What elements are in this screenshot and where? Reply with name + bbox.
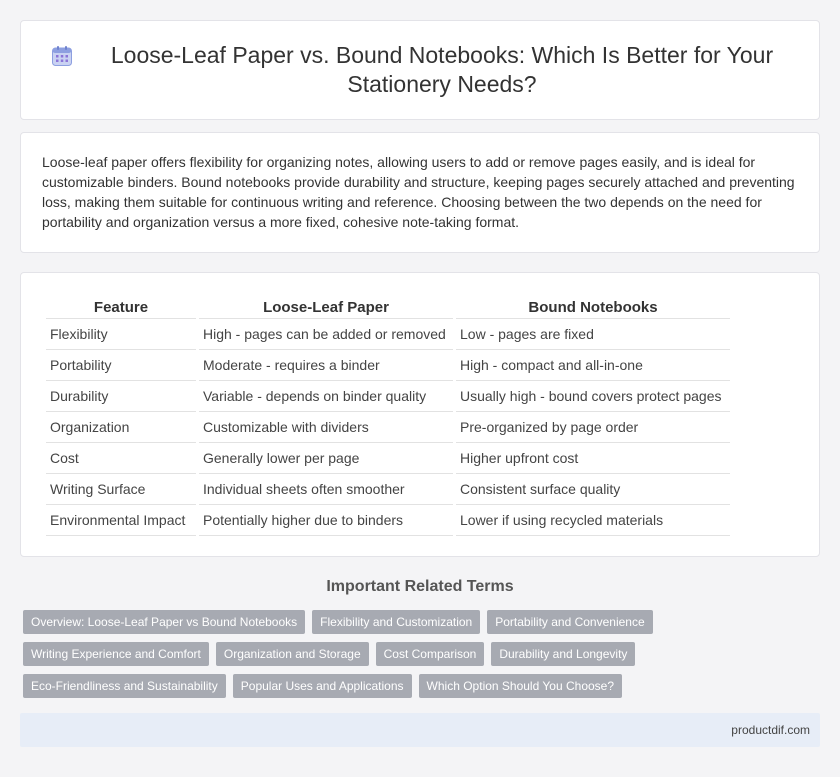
related-term-tag[interactable]: Cost Comparison [376,642,485,666]
related-term-tag[interactable]: Durability and Longevity [491,642,635,666]
footer-site-link[interactable]: productdif.com [731,723,810,737]
related-term-tag[interactable]: Which Option Should You Choose? [419,674,622,698]
related-terms-heading: Important Related Terms [326,578,514,595]
table-cell: Organization [46,412,196,443]
table-cell: Environmental Impact [46,505,196,536]
summary-text: Loose-leaf paper offers flexibility for organizing notes, allowing users to add or remove pages easily, and is ideal for customizable binders. Bound notebooks provide durability and structure, keeping pages securely attached and preventing loss, making them suitable for continuous writing and reference. Choosing between the two depends on the need for portability and organization versus a more fixed, cohesive note-taking format. [42,154,795,230]
table-cell: High - pages can be added or removed [199,319,453,350]
table-row [46,505,730,536]
related-term-tag[interactable]: Popular Uses and Applications [233,674,412,698]
table-cell: Individual sheets often smoother [199,474,453,505]
related-terms-tags [23,610,683,706]
table-cell: Flexibility [46,319,196,350]
table-row [46,381,730,412]
table-row [46,443,730,474]
table-cell: Durability [46,381,196,412]
table-cell: Low - pages are fixed [456,319,730,350]
table-row [46,319,730,350]
table-cell: Higher upfront cost [456,443,730,474]
related-term-tag[interactable]: Flexibility and Customization [312,610,480,634]
related-term-tag[interactable]: Writing Experience and Comfort [23,642,209,666]
related-term-tag[interactable]: Organization and Storage [216,642,369,666]
column-header-loose-leaf: Loose-Leaf Paper [199,297,453,319]
comparison-card [20,272,820,557]
table-cell: Potentially higher due to binders [199,505,453,536]
table-cell: Portability [46,350,196,381]
comparison-table [43,297,733,536]
table-cell: Cost [46,443,196,474]
tag-row [23,674,683,698]
table-cell: Moderate - requires a binder [199,350,453,381]
table-cell: High - compact and all-in-one [456,350,730,381]
page-title: Loose-Leaf Paper vs. Bound Notebooks: Which Is Better for Your Stationery Needs? [110,42,774,97]
column-header-feature: Feature [46,297,196,319]
table-cell: Pre-organized by page order [456,412,730,443]
table-cell: Usually high - bound covers protect pages [456,381,730,412]
column-header-bound: Bound Notebooks [456,297,730,319]
table-row [46,474,730,505]
table-cell: Generally lower per page [199,443,453,474]
table-row [46,412,730,443]
summary-card [20,132,820,253]
table-row [46,350,730,381]
related-term-tag[interactable]: Overview: Loose-Leaf Paper vs Bound Notebooks [23,610,305,634]
table-cell: Customizable with dividers [199,412,453,443]
table-cell: Variable - depends on binder quality [199,381,453,412]
table-cell: Consistent surface quality [456,474,730,505]
table-cell: Lower if using recycled materials [456,505,730,536]
related-term-tag[interactable]: Eco-Friendliness and Sustainability [23,674,226,698]
header-card [20,20,820,120]
calendar-icon [51,45,73,67]
title-row [21,21,819,119]
tag-row [23,642,683,666]
footer [20,713,820,747]
related-term-tag[interactable]: Portability and Convenience [487,610,652,634]
table-cell: Writing Surface [46,474,196,505]
tag-row [23,610,683,634]
table-header-row [46,297,730,319]
